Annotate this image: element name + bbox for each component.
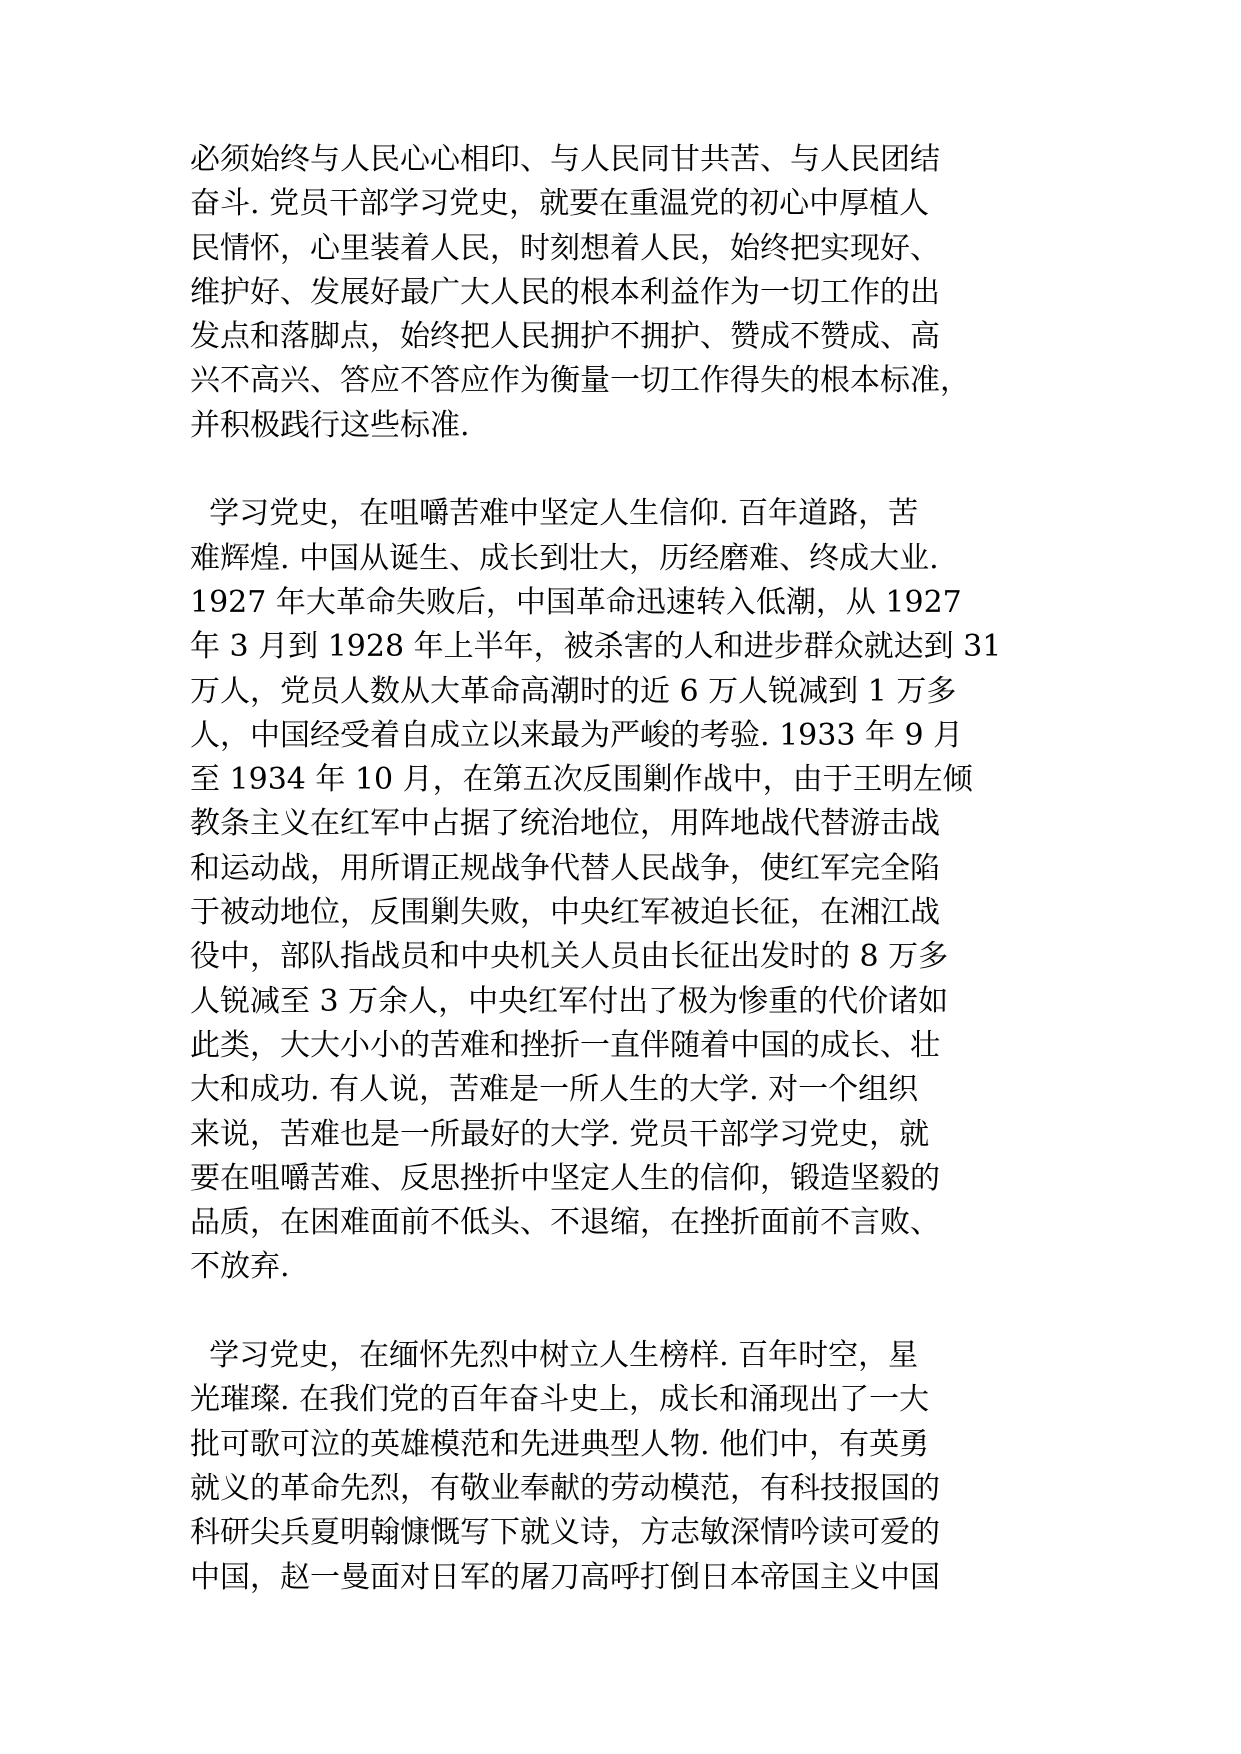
text-line: 教条主义在红军中占据了统治地位，用阵地战代替游击战 bbox=[190, 806, 940, 842]
text-line: 批可歌可泣的英雄模范和先进典型人物. 他们中，有英勇 bbox=[190, 1426, 930, 1462]
text-line: 至 1934 年 10 月，在第五次反围剿作战中，由于王明左倾 bbox=[190, 762, 973, 798]
text-line: 兴不高兴、答应不答应作为衡量一切工作得失的根本标准， bbox=[190, 363, 970, 399]
paragraph-spacer bbox=[190, 1290, 1030, 1334]
text-line: 维护好、发展好最广大人民的根本利益作为一切工作的出 bbox=[190, 274, 940, 310]
text-line: 于被动地位，反围剿失败，中央红军被迫长征，在湘江战 bbox=[190, 895, 940, 931]
text-line: 学习党史，在缅怀先烈中树立人生榜样. 百年时空，星 bbox=[190, 1338, 919, 1374]
text-line: 1927 年大革命失败后，中国革命迅速转入低潮，从 1927 bbox=[190, 584, 962, 620]
text-line: 并积极践行这些标准. bbox=[190, 407, 470, 443]
text-line: 中国，赵一曼面对日军的屠刀高呼打倒日本帝国主义中国 bbox=[190, 1559, 940, 1595]
text-line: 必须始终与人民心心相印、与人民同甘共苦、与人民团结 bbox=[190, 142, 940, 177]
text-line: 和运动战，用所谓正规战争代替人民战争，使红军完全陷 bbox=[190, 850, 940, 886]
text-line: 要在咀嚼苦难、反思挫折中坚定人生的信仰，锻造坚毅的 bbox=[190, 1160, 940, 1196]
paragraph-2 bbox=[190, 492, 1030, 1289]
text-line: 年 3 月到 1928 年上半年，被杀害的人和进步群众就达到 31 bbox=[190, 629, 1002, 665]
paragraph-1 bbox=[190, 138, 1030, 448]
text-line: 万人，党员人数从大革命高潮时的近 6 万人锐减到 1 万多 bbox=[190, 673, 957, 709]
text-line: 品质，在困难面前不低头、不退缩，在挫折面前不言败、 bbox=[190, 1205, 940, 1241]
text-line: 此类，大大小小的苦难和挫折一直伴随着中国的成长、壮 bbox=[190, 1027, 940, 1063]
text-line: 光璀璨. 在我们党的百年奋斗史上，成长和涌现出了一大 bbox=[190, 1382, 930, 1418]
text-line: 大和成功. 有人说，苦难是一所人生的大学. 对一个组织 bbox=[190, 1072, 919, 1108]
paragraph-3 bbox=[190, 1334, 1030, 1600]
text-line: 就义的革命先烈，有敬业奉献的劳动模范，有科技报国的 bbox=[190, 1470, 940, 1506]
text-line: 民情怀，心里装着人民，时刻想着人民，始终把实现好、 bbox=[190, 230, 940, 266]
text-line: 学习党史，在咀嚼苦难中坚定人生信仰. 百年道路，苦 bbox=[190, 496, 919, 532]
paragraph-spacer bbox=[190, 448, 1030, 492]
text-line: 役中，部队指战员和中央机关人员由长征出发时的 8 万多 bbox=[190, 939, 949, 975]
text-line: 科研尖兵夏明翰慷慨写下就义诗，方志敏深情吟读可爱的 bbox=[190, 1515, 940, 1551]
body-text bbox=[190, 138, 1030, 1600]
text-line: 人，中国经受着自成立以来最为严峻的考验. 1933 年 9 月 bbox=[190, 717, 964, 753]
text-line: 来说，苦难也是一所最好的大学. 党员干部学习党史，就 bbox=[190, 1116, 930, 1152]
text-line: 奋斗. 党员干部学习党史，就要在重温党的初心中厚植人 bbox=[190, 186, 930, 222]
text-line: 不放弃. bbox=[190, 1249, 290, 1285]
text-line: 难辉煌. 中国从诞生、成长到壮大，历经磨难、终成大业. bbox=[190, 540, 939, 576]
text-line: 人锐减至 3 万余人，中央红军付出了极为惨重的代价诸如 bbox=[190, 983, 949, 1019]
text-line: 发点和落脚点，始终把人民拥护不拥护、赞成不赞成、高 bbox=[190, 319, 940, 355]
